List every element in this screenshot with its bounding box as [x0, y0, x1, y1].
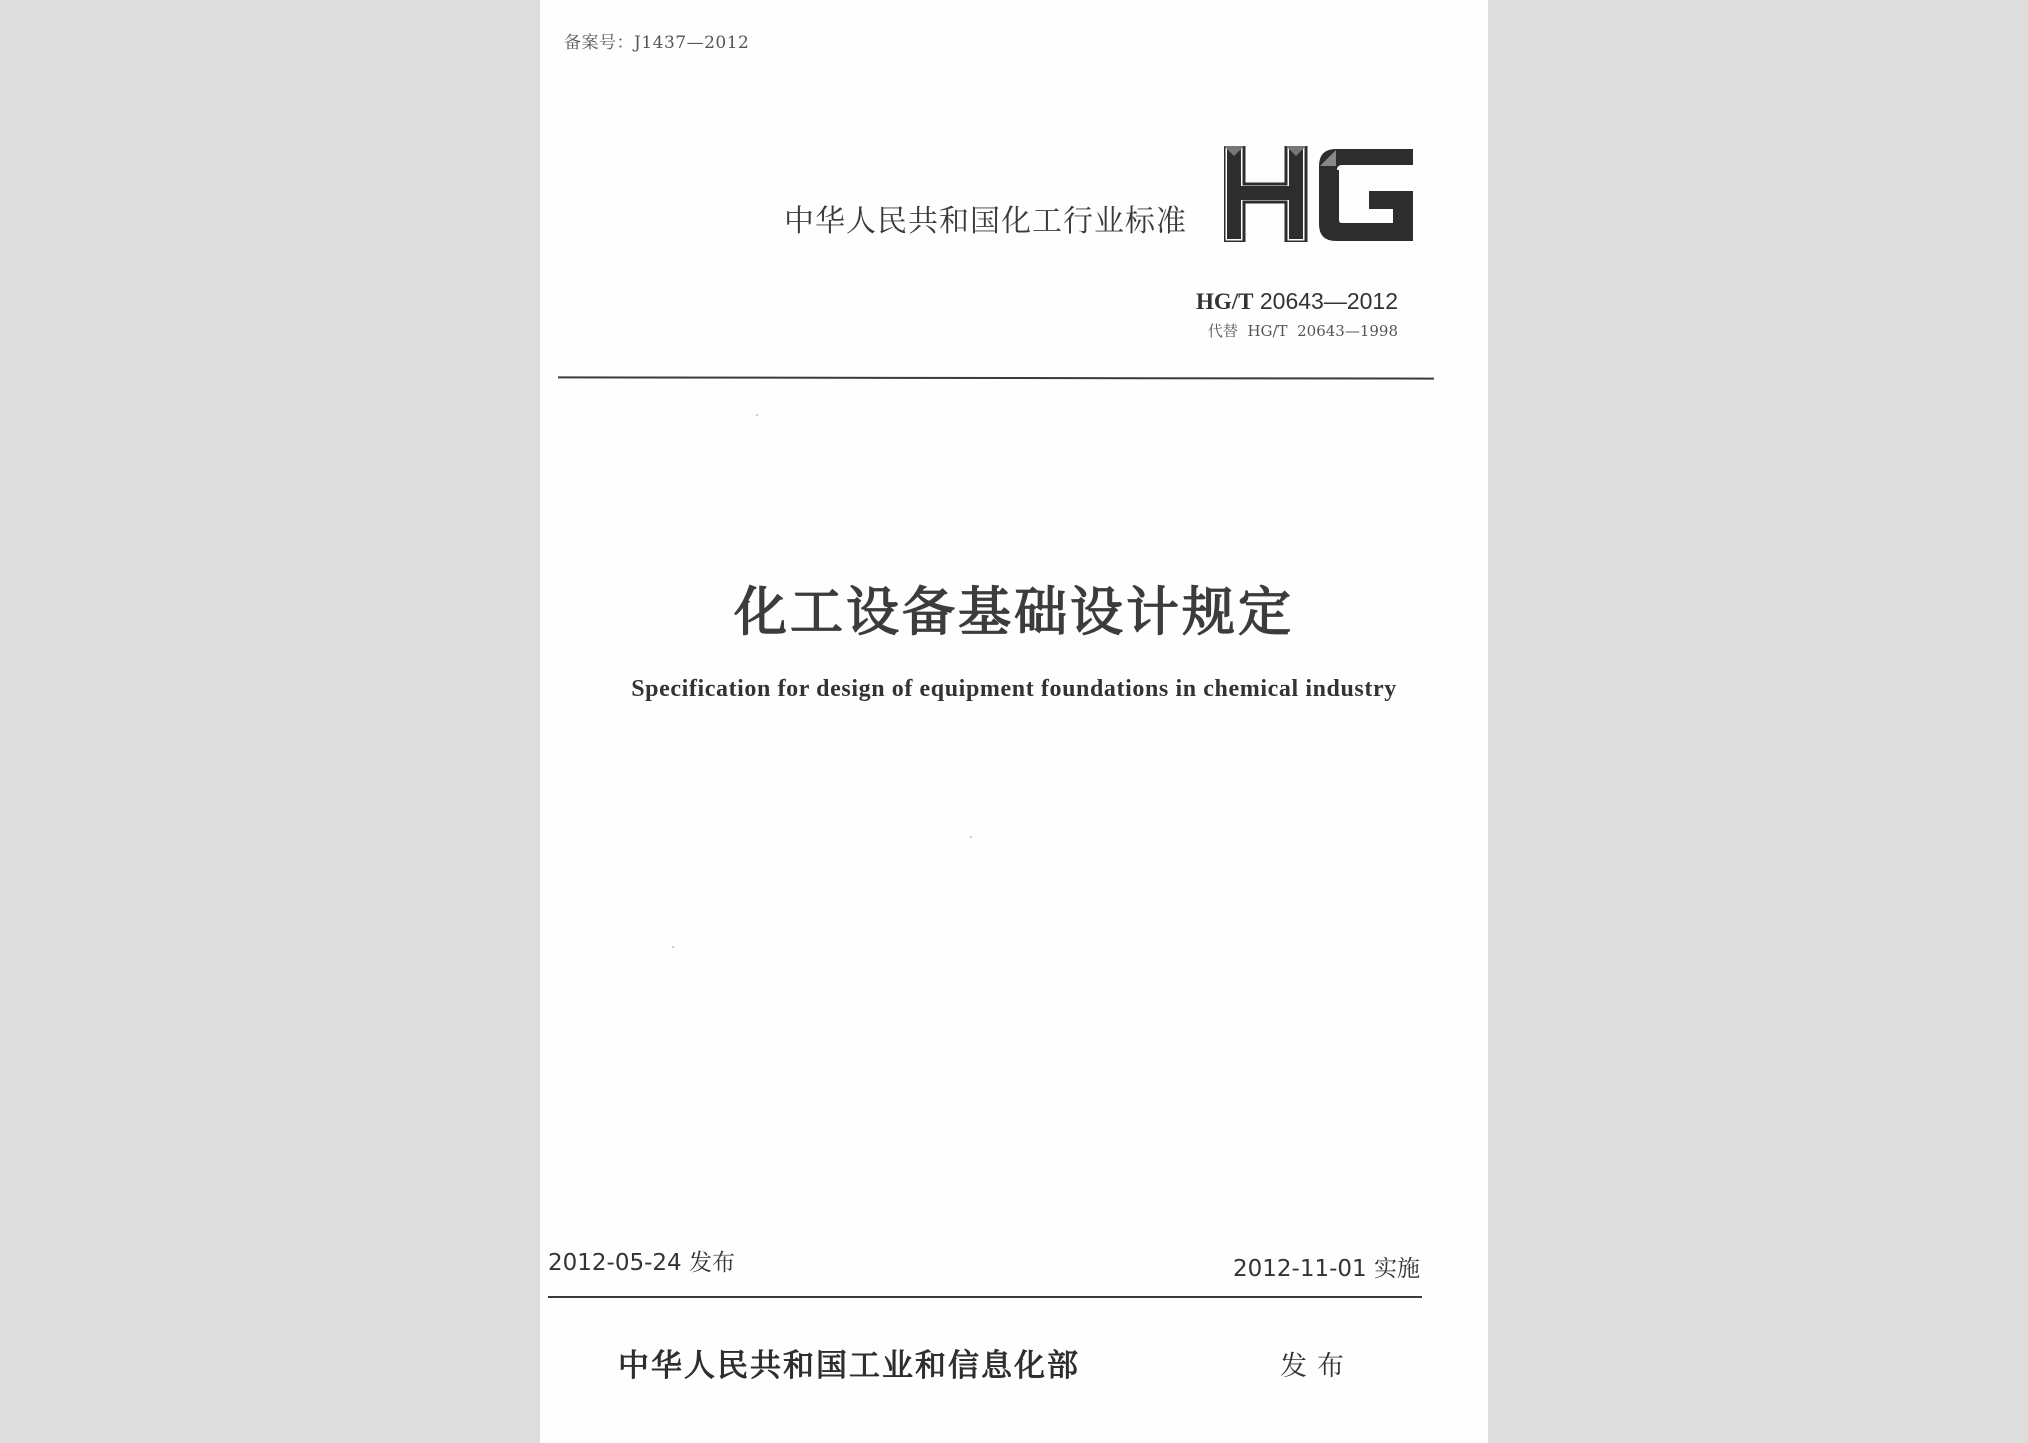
logo-letter-g	[1320, 150, 1412, 240]
logo-letter-h	[1224, 146, 1306, 242]
scan-speck	[672, 946, 674, 948]
issue-date-label: 发布	[688, 1250, 735, 1276]
scan-speck	[756, 414, 758, 416]
implementation-date	[1233, 1250, 1420, 1283]
industry-standard-label: 中华人民共和国化工行业标准	[784, 204, 1187, 239]
standard-code-number: 20643—2012	[1259, 288, 1398, 314]
issue-date	[548, 1244, 735, 1277]
hg-logo	[1224, 146, 1414, 242]
publisher: 中华人民共和国工业和信息化部	[618, 1348, 1080, 1384]
implementation-date-label: 实施	[1374, 1256, 1420, 1282]
title-english: Specification for design of equipment foundations in chemical industry	[631, 676, 1397, 702]
record-number: 备案号：J1437—2012	[564, 33, 750, 53]
bottom-divider	[548, 1296, 1422, 1298]
top-divider	[558, 376, 1434, 379]
document-page	[540, 0, 1488, 1443]
implementation-date-value: 2012-11-01	[1233, 1256, 1367, 1282]
publish-label: 发布	[1280, 1351, 1354, 1382]
scan-speck	[970, 836, 972, 838]
replaces-standard: 代替 HG/T 20643—1998	[1207, 322, 1398, 340]
standard-code	[1196, 288, 1398, 315]
issue-date-value: 2012-05-24	[548, 1250, 682, 1276]
standard-code-prefix: HG/T	[1195, 289, 1254, 314]
title-chinese: 化工设备基础设计规定	[734, 582, 1294, 643]
